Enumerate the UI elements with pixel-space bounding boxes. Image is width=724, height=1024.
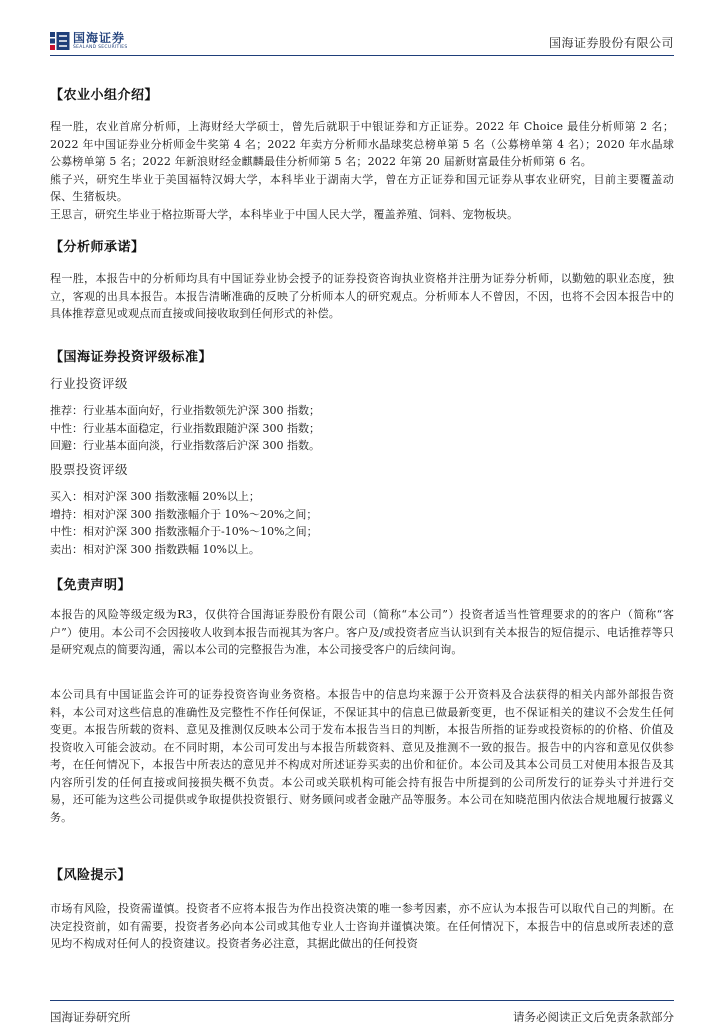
list-item: 中性：行业基本面稳定，行业指数跟随沪深 300 指数； — [50, 421, 320, 435]
stock-rating-list — [50, 488, 318, 558]
disclaimer-paragraph-2: 本公司具有中国证监会许可的证券投资咨询业务资格。本报告中的信息均来源于公开资料及合法获得的相关内部外部报告资料，本公司对这些信息的准确性及完整性不作任何保证，不保证其中的信息已做最新变更，也不保证相关的建议不会发生任何变更。本报告所载的资料、意见及推测仅反映本公司于发布本报告当日的判断，本报告所指的证券或投资标的的价格、价值及投资收入可能会波动。在不同时期，本公司可发出与本报告所载资料、意见及推测不一致的报告。报告中的内容和意见仅供参考，在任何情况下，本报告中所表达的意见并不构成对所述证券买卖的出价和征价。本公司及其本公司员工对使用本报告及其内容所引发的任何直接或间接损失概不负责。本公司或关联机构可能会持有报告中所提到的公司所发行的证券头寸并进行交易，还可能为这些公司提供或争取提供投资银行、财务顾问或者金融产品等服务。本公司在知晓范围内依法合规地履行披露义务。 — [50, 688, 674, 824]
list-item: 卖出：相对沪深 300 指数跌幅 10%以上。 — [50, 542, 260, 556]
analyst-bio-xiong: 熊子兴，研究生毕业于美国福特汉姆大学，本科毕业于湖南大学，曾在方正证券和国元证券从事农业研究，目前主要覆盖动保、生猪板块。 — [50, 172, 674, 203]
industry-rating-title: 行业投资评级 — [50, 376, 129, 391]
company-logo — [50, 30, 128, 52]
footer-disclaimer-note: 请务必阅读正文后免责条款部分 — [513, 1010, 674, 1024]
industry-rating-list — [50, 402, 320, 455]
section-title-disclaimer: 【免责声明】 — [50, 578, 132, 593]
list-item: 中性：相对沪深 300 指数涨幅介于-10%～10%之间； — [50, 525, 318, 538]
footer-institute: 国海证券研究所 — [50, 1010, 131, 1024]
list-item: 增持：相对沪深 300 指数涨幅介于 10%～20%之间； — [50, 507, 318, 521]
sealand-logo-icon — [50, 32, 70, 50]
agri-team-intro — [50, 118, 674, 223]
list-item: 买入：相对沪深 300 指数涨幅 20%以上； — [50, 490, 260, 503]
section-title-agri-team: 【农业小组介绍】 — [50, 88, 159, 103]
section-title-risk: 【风险提示】 — [50, 868, 132, 883]
list-item: 推荐：行业基本面向好，行业指数领先沪深 300 指数； — [50, 404, 320, 417]
section-title-commitment: 【分析师承诺】 — [50, 240, 145, 255]
analyst-commitment-text: 程一胜，本报告中的分析师均具有中国证券业协会授予的证券投资咨询执业资格并注册为证券分析师，以勤勉的职业态度，独立，客观的出具本报告。本报告清晰准确的反映了分析师本人的研究观点。分析师本人不曾因，不因，也将不会因本报告中的具体推荐意见或观点而直接或间接收取到任何形式的补偿。 — [50, 272, 674, 320]
analyst-bio-wang: 王思言，研究生毕业于格拉斯哥大学，本科毕业于中国人民大学，覆盖养殖、饲料、宠物板块。 — [50, 207, 519, 221]
section-title-rating: 【国海证券投资评级标准】 — [50, 350, 213, 365]
disclaimer-paragraph-1: 本报告的风险等级定级为R3，仅供符合国海证券股份有限公司（简称“本公司”）投资者适当性管理要求的的客户（简称“客户”）使用。本公司不会因接收人收到本报告而视其为客户。客户及/或投资者应当认识到有关本报告的短信提示、电话推荐等只是研究观点的简要沟通，需以本公司的完整报告为准，本公司接受客户的后续问询。 — [50, 608, 674, 656]
stock-rating-title: 股票投资评级 — [50, 462, 129, 477]
logo-chinese-text: 国海证券 — [73, 30, 126, 45]
list-item: 回避：行业基本面向淡，行业指数落后沪深 300 指数。 — [50, 439, 320, 452]
analyst-bio-cheng: 程一胜，农业首席分析师，上海财经大学硕士，曾先后就职于中银证券和方正证券。2022 年 Choice 最佳分析师第 2 名；2022 年中国证券业分析师金牛奖第 4 名；2022 年卖方分析师水晶球奖总榜单第 5 名（公募榜单第 4 名）；2020 年水晶球公募榜单第 5 名；2022 年新浪财经金麒麟最佳分析师第 5 名；2022 年第 20 届新财富最佳分析师第 6 名。 — [50, 120, 674, 168]
risk-warning-text: 市场有风险，投资需谨慎。投资者不应将本报告为作出投资决策的唯一参考因素，亦不应认为本报告可以取代自己的判断。在决定投资前，如有需要，投资者务必向本公司或其他专业人士咨询并谨慎决策。在任何情况下，本报告中的信息或所表述的意见均不构成对任何人的投资建议。投资者务必注意，其据此做出的任何投资 — [50, 902, 674, 950]
company-name: 国海证券股份有限公司 — [548, 36, 674, 50]
page-header — [50, 30, 674, 56]
logo-english-text: SEALAND SECURITIES — [73, 44, 128, 50]
page-footer — [50, 1000, 674, 1024]
